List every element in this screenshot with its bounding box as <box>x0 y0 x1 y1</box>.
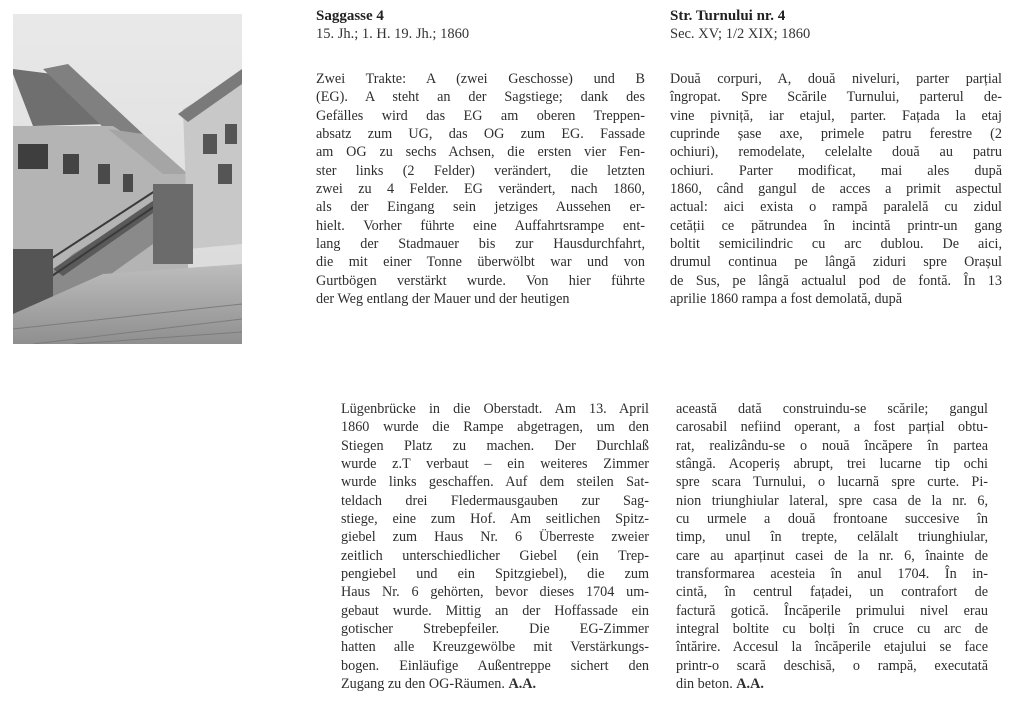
text-line: stiege, eine zum Hof. Am seitlichen Spitz- <box>341 511 649 528</box>
text-line: am OG zu sechs Achsen, die ersten vier Fen- <box>316 144 645 161</box>
author-signature: A.A. <box>736 676 764 693</box>
text-line: teldach drei Fledermausgauben zur Sag- <box>341 492 649 509</box>
text-line: actual: aici exista o rampă paralelă cu zidul <box>670 199 1002 216</box>
text-line: cintă, în centrul fațadei, un contrafort de <box>676 584 988 601</box>
text-line: ster links (2 Felder) verändert, die letzten <box>316 162 645 179</box>
german-text-top <box>316 70 645 308</box>
romanian-dates: Sec. XV; 1/2 XIX; 1860 <box>670 26 811 42</box>
text-line: această dată construindu-se scările; gangul <box>676 401 988 417</box>
text-line: cu urmele a două frontoane succesive în <box>676 511 988 528</box>
text-line: din beton. A.A. <box>676 676 764 693</box>
romanian-text-top <box>670 70 1002 308</box>
text-line: îngropat. Spre Scările Turnului, parterul de- <box>670 89 1002 106</box>
text-line: printr-o scară deschisă, o rampă, executată <box>676 657 988 674</box>
text-line: Haus Nr. 6 gehörten, bevor dieses 1704 um- <box>341 584 649 601</box>
german-header <box>316 7 469 43</box>
text-line: giebel zum Haus Nr. 6 Überreste zweier <box>341 529 649 546</box>
text-line: Lügenbrücke in die Oberstadt. Am 13. April <box>341 401 649 417</box>
german-text-bottom <box>341 400 649 694</box>
text-line: ochiuri), remodelate, celelalte două au patru <box>670 144 1002 161</box>
text-line: Gurtbögen verstärkt wurde. Von hier führte <box>316 272 645 289</box>
text-line: gebaut wurde. Mittig an der Hoffassade ein <box>341 602 649 619</box>
text-line: carosabil nefiind operant, a fost parțial obtu- <box>676 419 988 436</box>
text-line: vine pivniță, iar etajul, parter. Fațada la etaj <box>670 107 1002 124</box>
text-line: factură gotică. Încăperile primului nivel erau <box>676 602 988 619</box>
text-line: hielt. Vorher führte eine Auffahrtsrampe ent- <box>316 217 645 234</box>
building-photo <box>13 14 242 344</box>
text-line: bogen. Einläufige Außentreppe sichert den <box>341 657 649 674</box>
text-line: zeitlich unterschiedlicher Giebel (ein Trep- <box>341 547 649 564</box>
text-line: stângă. Acoperiș abrupt, trei lucarne tip ochi <box>676 456 988 473</box>
building-photo-icon <box>13 14 242 344</box>
text-line: întărire. Accesul la încăperile etajului se face <box>676 639 988 656</box>
text-line: transformarea acesteia în anul 1704. În in- <box>676 566 988 583</box>
romanian-text-bottom <box>676 400 988 694</box>
text-line: Zugang zu den OG-Räumen. A.A. <box>341 676 537 693</box>
text-line: die mit einer Tonne überwölbt war und von <box>316 254 645 271</box>
romanian-title: Str. Turnului nr. 4 <box>670 8 786 24</box>
german-title: Saggasse 4 <box>316 8 384 24</box>
romanian-header <box>670 7 810 43</box>
text-line: Zwei Trakte: A (zwei Geschosse) und B <box>316 71 645 87</box>
text-line: aprilie 1860 rampa a fost demolată, după <box>670 291 903 308</box>
text-line: de Sus, pe lângă actualul pod de fontă. În 13 <box>670 272 1002 289</box>
text-line: 1860, când gangul de acces a primit aspectul <box>670 181 1002 198</box>
text-line: drumul continua pe lângă ziduri spre Orașul <box>670 254 1002 271</box>
text-line: wurde z.T verbaut – ein weiteres Zimmer <box>341 456 649 473</box>
text-line: integral boltite cu bolți în cruce cu arc de <box>676 621 988 638</box>
text-line: cetății ce pătrundea în incintă printr-un gang <box>670 217 1002 234</box>
text-line: nion triunghiular lateral, spre casa de la nr. 6, <box>676 492 988 509</box>
text-line: Două corpuri, A, două niveluri, parter parțial <box>670 71 1002 87</box>
text-line: spre scara Turnului, o lucarnă spre curte. Pi- <box>676 474 988 491</box>
text-line: rat, realizându-se o nouă încăpere în partea <box>676 437 988 454</box>
text-line: gotischer Strebepfeiler. Die EG-Zimmer <box>341 621 649 638</box>
text-line: wurde links geschaffen. Auf dem steilen Sat- <box>341 474 649 491</box>
text-line: Stiegen Platz zu machen. Der Durchlaß <box>341 437 649 454</box>
text-line: ochiuri. Parter modificat, mai ales după <box>670 162 1002 179</box>
text-line: lang der Stadmauer bis zur Hausdurchfahrt, <box>316 236 645 253</box>
author-signature: A.A. <box>508 676 537 693</box>
text-line: zwei zu 4 Felder. EG verändert, nach 1860, <box>316 181 645 198</box>
text-line: cuprinde șase axe, primele patru ferestre (2 <box>670 126 1002 143</box>
text-line: absatz zum UG, das OG zum EG. Fassade <box>316 126 645 143</box>
text-line: timp, unul în trepte, celălalt triunghiular, <box>676 529 988 546</box>
text-line: als der Eingang sein jetziges Aussehen er- <box>316 199 645 216</box>
text-line: care au aparținut casei de la nr. 6, înainte de <box>676 547 988 564</box>
text-line: boltit semicilindric cu arc dublou. De aici, <box>670 236 1002 253</box>
text-line: Gefälles wird das EG am oberen Treppen- <box>316 107 645 124</box>
german-dates: 15. Jh.; 1. H. 19. Jh.; 1860 <box>316 26 470 42</box>
text-line: der Weg entlang der Mauer und der heutigen <box>316 291 570 308</box>
text-line: (EG). A steht an der Sagstiege; dank des <box>316 89 645 106</box>
text-line: 1860 wurde die Rampe abgetragen, um den <box>341 419 649 436</box>
text-line: pengiebel und ein Spitzgiebel), die zum <box>341 566 649 583</box>
text-line: hatten alle Kreuzgewölbe mit Verstärkungs- <box>341 639 649 656</box>
